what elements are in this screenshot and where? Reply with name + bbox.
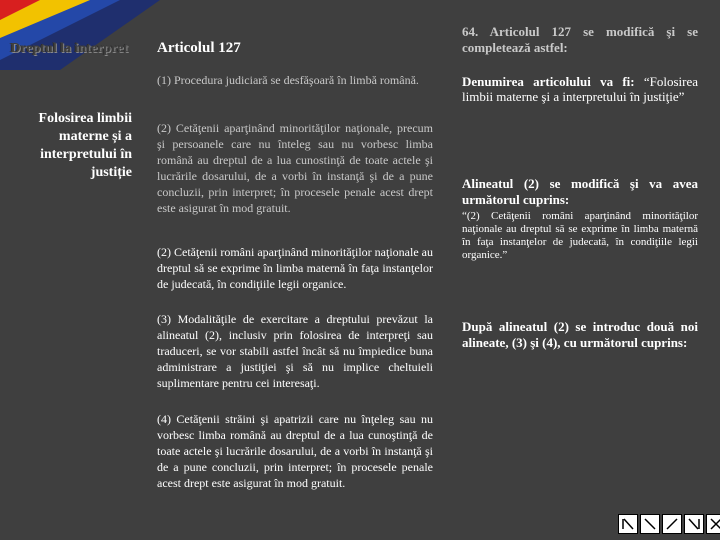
sidebar-subtitle: Folosirea limbii materne și a interpretului în justiție [38, 111, 132, 180]
end-show-icon [709, 517, 720, 531]
paragraph-4: (3) Modalităţile de exercitare a dreptului prevăzut la alineatul (2), inclusiv prin folosirea de interpreţi sau traduceri, se vor stabili astfel încât să nu împiedice buna administrare a justiţiei şi să nu implice cheltuieli suplimentare pentru cei interesaţi. [157, 312, 433, 390]
first-slide-icon [621, 517, 635, 531]
paragraph-2: (2) Cetăţenii aparţinând minorităţilor naţionale, precum şi persoanele care nu înteleg sau nu vorbesc limba română au dreptul de a lua cunostinţă de toate actele şi lucrările dosarului, de a vorbi în instanţă şi de a pune concluzii, prin interpret; în procesele penale acest drept este asigurat în mod gratuit. [157, 121, 433, 215]
next-slide-button[interactable] [662, 514, 682, 534]
paragraph-5: (4) Cetăţenii străini şi apatrizii care nu înţeleg sau nu vorbesc limba română au dreptul de a lua cunoştinţă de toate actele şi lucrările dosarului, de a vorbi în instanţă şi de a pune concluzii, prin interpret; în procesele penale acest drept este asigurat în mod gratuit. [157, 412, 433, 490]
end-show-button[interactable] [706, 514, 720, 534]
paragraph-1: (1) Procedura judiciară se desfăşoară în limbă română. [157, 73, 419, 87]
article-title: Articolul 127 [157, 40, 241, 56]
previous-slide-button[interactable] [640, 514, 660, 534]
first-slide-button[interactable] [618, 514, 638, 534]
paragraph-3: (2) Cetăţenii români aparţinând minorităţilor naţionale au dreptul să se exprime în limba maternă în faţa instanţelor de judecată, în condiţiile legii organice. [157, 245, 433, 291]
last-slide-icon [687, 517, 701, 531]
next-slide-icon [665, 517, 679, 531]
modify-heading: Alineatul (2) se modifică şi va avea următorul cuprins: [462, 176, 698, 207]
rename-label: Denumirea articolului va fi: [462, 74, 635, 89]
sidebar-title: Dreptul la interpret [10, 41, 128, 56]
rename-block [462, 74, 698, 104]
sidebar [0, 0, 140, 540]
previous-slide-icon [643, 517, 657, 531]
amendment-heading: 64. Articolul 127 se modifică şi se completează astfel: [462, 24, 698, 55]
slide-navigation [618, 514, 720, 534]
modify-text: “(2) Cetăţenii români aparţinând minorităţilor naţionale au dreptul să se exprime în limba maternă în faţa instanţelor de judecată, în condiţiile legii organice.” [462, 210, 698, 261]
rename-value: “Folosirea limbii materne şi a interpretului în justiţie” [462, 74, 698, 104]
insert-heading: După alineatul (2) se introduc două noi alineate, (3) şi (4), cu următorul cuprins: [462, 319, 698, 350]
last-slide-button[interactable] [684, 514, 704, 534]
